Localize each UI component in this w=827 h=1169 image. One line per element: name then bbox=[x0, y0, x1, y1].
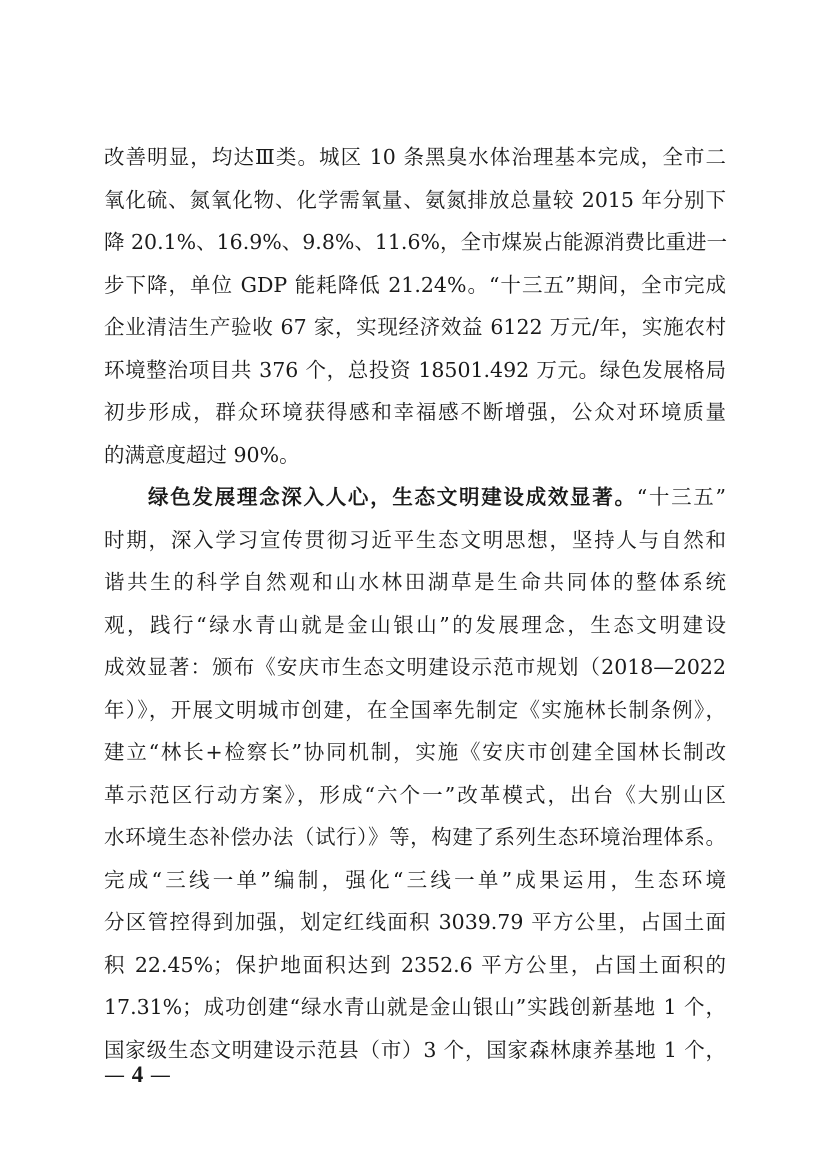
text-line: 时期，深入学习宣传贯彻习近平生态文明思想，坚持人与自然和 bbox=[104, 527, 726, 552]
dash-right: — bbox=[149, 1063, 171, 1087]
text-line: 谐共生的科学自然观和山水林田湖草是生命共同体的整体系统 bbox=[104, 570, 726, 594]
text-line: 水环境生态补偿办法（试行）》等，构建了系列生态环境治理体系。 bbox=[104, 825, 726, 849]
section-heading: 绿色发展理念深入人心，生态文明建设成效显著。 bbox=[148, 485, 637, 509]
page-number-value: 4 bbox=[131, 1062, 144, 1087]
text-line: 积 22.45%；保护地面积达到 2352.6 平方公里，占国土面积的 bbox=[104, 952, 726, 977]
text-line: 17.31%；成功创建“绿水青山就是金山银山”实践创新基地 1 个， bbox=[104, 995, 726, 1019]
text-line: 的满意度超过 90%。 bbox=[104, 442, 300, 467]
text-line: 初步形成，群众环境获得感和幸福感不断增强，公众对环境质量 bbox=[104, 400, 726, 424]
page-number bbox=[104, 1062, 171, 1088]
text-line: 企业清洁生产验收 67 家，实现经济效益 6122 万元/年，实施农村 bbox=[104, 315, 726, 339]
text-line: 建立“林长+检察长”协同机制，实施《安庆市创建全国林长制改 bbox=[104, 740, 726, 764]
text-line: 步下降，单位 GDP 能耗降低 21.24%。“十三五”期间，全市完成 bbox=[104, 272, 726, 297]
text-line: 国家级生态文明建设示范县（市）3 个，国家森林康养基地 1 个， bbox=[104, 1037, 726, 1062]
document-body bbox=[104, 136, 726, 1071]
text-line: 降 20.1%、16.9%、9.8%、11.6%，全市煤炭占能源消费比重进一 bbox=[104, 230, 727, 254]
paragraph-2 bbox=[104, 476, 726, 1071]
text-line: 环境整治项目共 376 个，总投资 18501.492 万元。绿色发展格局 bbox=[104, 357, 726, 382]
paragraph-2-first-line bbox=[104, 476, 726, 519]
text-line: 改善明显，均达Ⅲ类。城区 10 条黑臭水体治理基本完成，全市二 bbox=[104, 145, 726, 169]
paragraph-1 bbox=[104, 136, 726, 476]
text-line: 观，践行“绿水青山就是金山银山”的发展理念，生态文明建设 bbox=[104, 612, 726, 637]
text-line: 年）》，开展文明城市创建，在全国率先制定《实施林长制条例》， bbox=[104, 697, 726, 722]
text-line: 成效显著：颁布《安庆市生态文明建设示范市规划（2018—2022 bbox=[104, 655, 726, 679]
text-line: 氧化硫、氮氧化物、化学需氧量、氨氮排放总量较 2015 年分别下 bbox=[104, 187, 726, 212]
heading-continuation: “十三五” bbox=[636, 485, 726, 509]
text-line: 完成“三线一单”编制，强化“三线一单”成果运用，生态环境 bbox=[104, 867, 726, 892]
dash-left: — bbox=[104, 1063, 125, 1087]
text-line: 革示范区行动方案》，形成“六个一”改革模式，出台《大别山区 bbox=[104, 782, 726, 807]
text-line: 分区管控得到加强，划定红线面积 3039.79 平方公里，占国土面 bbox=[104, 910, 726, 934]
